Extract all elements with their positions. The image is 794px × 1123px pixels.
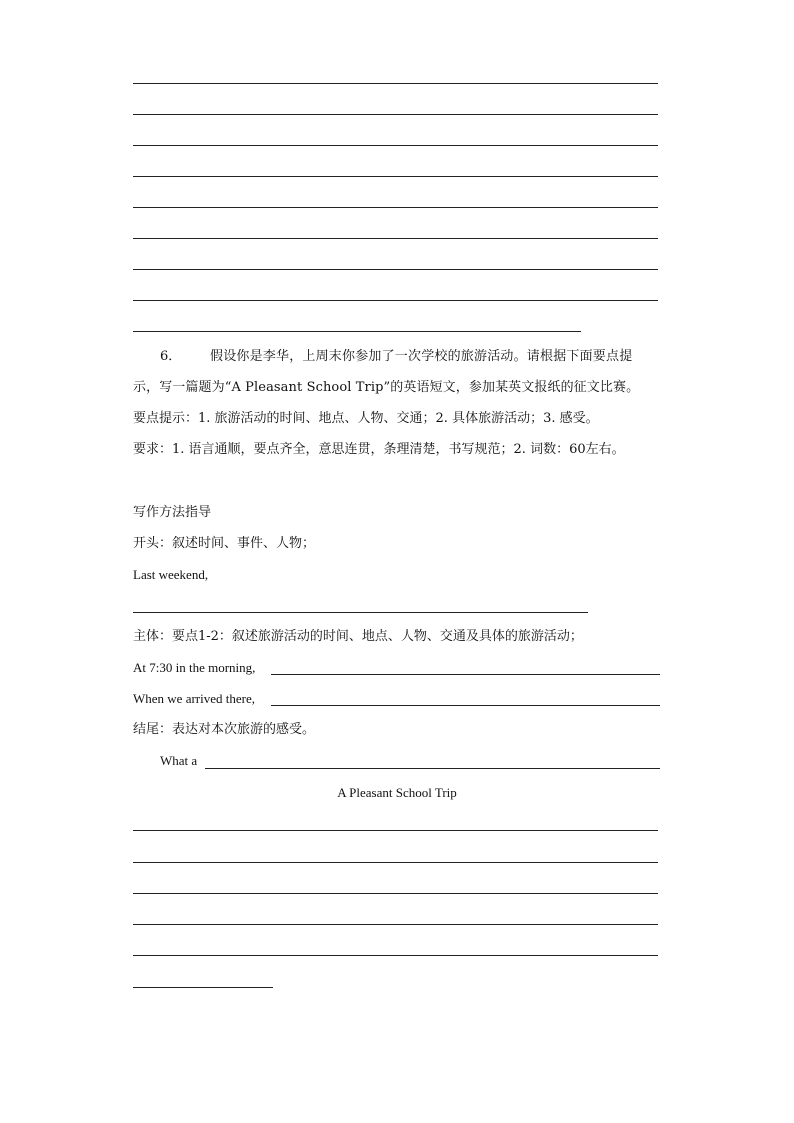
guide-opening: 开头：叙述时间、事件、人物； [133,536,316,551]
essay-line[interactable] [133,924,658,925]
essay-title: A Pleasant School Trip [337,785,457,800]
answer-line-short[interactable] [133,331,581,332]
body-answer-line-2[interactable] [271,705,660,706]
answer-line[interactable] [133,83,658,84]
opening-answer-line[interactable] [133,612,588,613]
essay-line[interactable] [133,893,658,894]
guide-ending: 结尾：表达对本次旅游的感受。 [133,722,316,737]
ending-answer-line[interactable] [205,768,660,769]
question-prompt-line1: 假设你是李华，上周末你参加了一次学校的旅游活动。请根据下面要点提 [210,349,633,364]
question-number: 6． [160,349,182,364]
answer-line[interactable] [133,145,658,146]
opening-prompt: Last weekend, [133,567,209,582]
body-answer-line-1[interactable] [271,674,660,675]
essay-line-short[interactable] [133,987,273,988]
body-prompt-2: When we arrived there, [133,691,255,706]
question-prompt-line2: 示，写一篇题为“A Pleasant School Trip”的英语短文，参加某英文报纸的征文比赛。 [133,380,640,395]
answer-line[interactable] [133,238,658,239]
question-key-points: 要点提示：1. 旅游活动的时间、地点、人物、交通；2. 具体旅游活动；3. 感受。 [133,411,599,426]
answer-line[interactable] [133,269,658,270]
answer-line[interactable] [133,207,658,208]
ending-prompt: What a [160,753,198,768]
guide-body: 主体：要点1-2：叙述旅游活动的时间、地点、人物、交通及具体的旅游活动； [133,629,583,644]
body-prompt-1: At 7:30 in the morning, [133,660,256,675]
essay-line[interactable] [133,955,658,956]
guide-title: 写作方法指导 [133,505,212,520]
answer-line[interactable] [133,300,658,301]
essay-line[interactable] [133,830,658,831]
answer-line[interactable] [133,176,658,177]
answer-line[interactable] [133,114,658,115]
essay-line[interactable] [133,862,658,863]
question-requirements: 要求：1. 语言通顺，要点齐全，意思连贯，条理清楚，书写规范；2. 词数：60左右。 [133,442,625,457]
